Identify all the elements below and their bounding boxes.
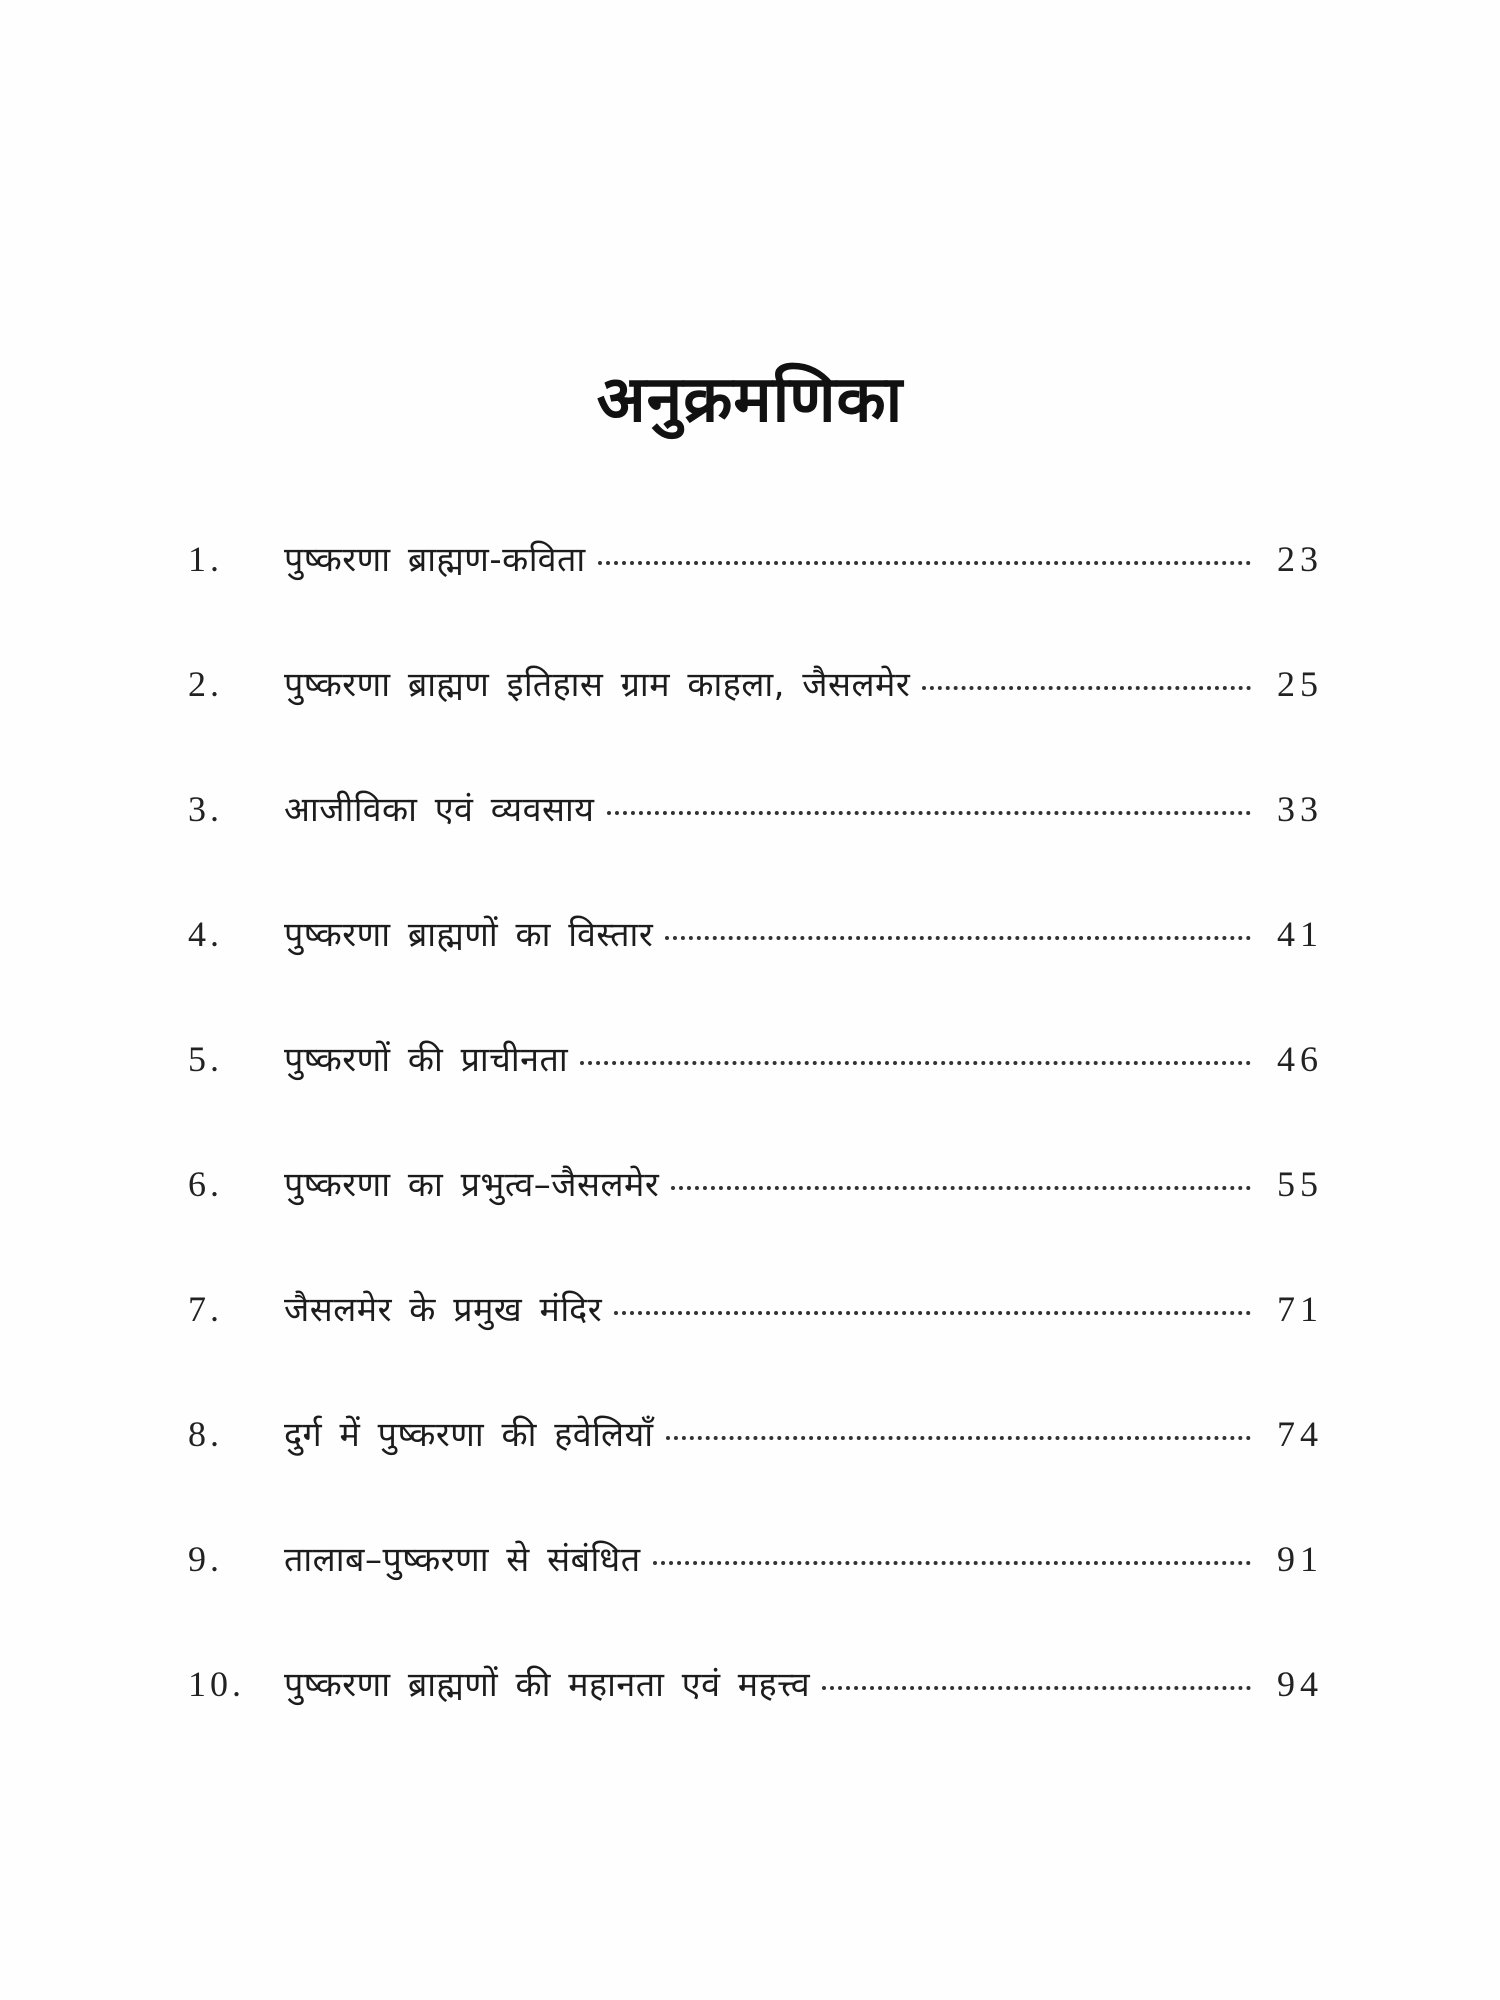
toc-entry-page: 46	[1277, 1039, 1323, 1079]
toc-entry-page: 74	[1277, 1414, 1323, 1454]
toc-entry-number: 9.	[188, 1539, 223, 1579]
toc-entry-title: पुष्करणों की प्राचीनता	[284, 1040, 569, 1080]
toc-entry-title: दुर्ग में पुष्करणा की हवेलियाँ	[284, 1415, 654, 1455]
toc-entry	[188, 1535, 1323, 1660]
toc-entry-page: 91	[1277, 1539, 1323, 1579]
dot-leader	[607, 811, 1252, 815]
toc-entry-page: 55	[1277, 1164, 1323, 1204]
dot-leader	[580, 1061, 1251, 1065]
toc-entry	[188, 1410, 1323, 1535]
toc-entry-page: 41	[1277, 914, 1323, 954]
toc-entry-title: पुष्करणा ब्राह्मणों की महानता एवं महत्त्व	[284, 1665, 811, 1705]
toc-entry-number: 7.	[188, 1289, 223, 1329]
toc-entry-title: पुष्करणा का प्रभुत्व–जैसलमेर	[284, 1165, 660, 1205]
toc-entry-page: 94	[1277, 1664, 1323, 1704]
toc-entry-number: 8.	[188, 1414, 223, 1454]
dot-leader	[598, 561, 1251, 565]
page-title: अनुक्रमणिका	[596, 362, 904, 437]
toc-entry-title: पुष्करणा ब्राह्मणों का विस्तार	[284, 915, 654, 955]
toc-entry-number: 4.	[188, 914, 223, 954]
dot-leader	[614, 1311, 1251, 1315]
dot-leader	[671, 1186, 1251, 1190]
toc-entry-page: 23	[1277, 539, 1323, 579]
toc-entry	[188, 535, 1323, 660]
toc-entry-number: 6.	[188, 1164, 223, 1204]
toc-entry-number: 10.	[188, 1664, 245, 1704]
toc-entry-page: 71	[1277, 1289, 1323, 1329]
dot-leader	[922, 686, 1251, 690]
toc-entry	[188, 660, 1323, 785]
dot-leader	[822, 1686, 1251, 1690]
toc-entry	[188, 1285, 1323, 1410]
toc-entry	[188, 785, 1323, 910]
toc-entry-title: जैसलमेर के प्रमुख मंदिर	[284, 1290, 603, 1330]
toc-entry	[188, 1660, 1323, 1785]
toc-entry-title: पुष्करणा ब्राह्मण इतिहास ग्राम काहला, जैसलमेर	[284, 665, 911, 705]
toc-entry	[188, 910, 1323, 1035]
dot-leader	[665, 936, 1251, 940]
toc-entry-number: 2.	[188, 664, 223, 704]
toc-entry-page: 25	[1277, 664, 1323, 704]
dot-leader	[666, 1436, 1251, 1440]
toc-entry	[188, 1160, 1323, 1285]
toc-entry	[188, 1035, 1323, 1160]
toc-entry-number: 3.	[188, 789, 223, 829]
toc-entry-page: 33	[1277, 789, 1323, 829]
table-of-contents	[188, 535, 1323, 1785]
toc-entry-title: पुष्करणा ब्राह्मण-कविता	[284, 540, 586, 580]
toc-entry-title: आजीविका एवं व्यवसाय	[284, 790, 595, 830]
dot-leader	[653, 1561, 1251, 1565]
toc-entry-number: 1.	[188, 539, 223, 579]
toc-entry-title: तालाब–पुष्करणा से संबंधित	[284, 1540, 641, 1580]
toc-entry-number: 5.	[188, 1039, 223, 1079]
